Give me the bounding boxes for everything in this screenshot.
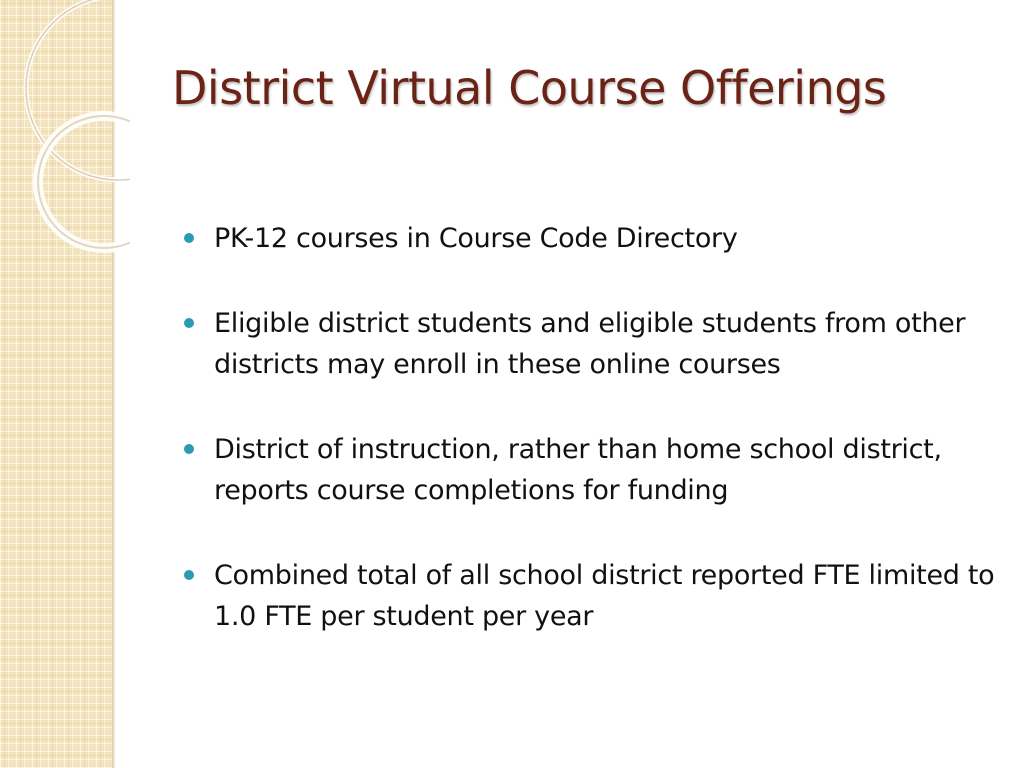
bullet-text: Combined total of all school district reported FTE limited to 1.0 FTE per student per year: [214, 560, 995, 632]
bullet-text: PK-12 courses in Course Code Directory: [214, 223, 738, 254]
bullet-list: [184, 218, 1004, 681]
bullet-item: [184, 303, 1004, 385]
slide-title: District Virtual Course Offerings: [172, 61, 887, 115]
bullet-dot-icon: [184, 444, 194, 454]
bullet-text: Eligible district students and eligible students from other districts may enroll in these online courses: [214, 308, 966, 380]
bullet-item: [184, 555, 1004, 637]
bullet-dot-icon: [184, 318, 194, 328]
bullet-dot-icon: [184, 233, 194, 243]
bullet-dot-icon: [184, 570, 194, 580]
bullet-item: [184, 429, 1004, 511]
decorative-rings-icon: [0, 0, 130, 260]
bullet-text: District of instruction, rather than home school district, reports course completions for funding: [214, 434, 942, 506]
bullet-item: [184, 218, 1004, 259]
